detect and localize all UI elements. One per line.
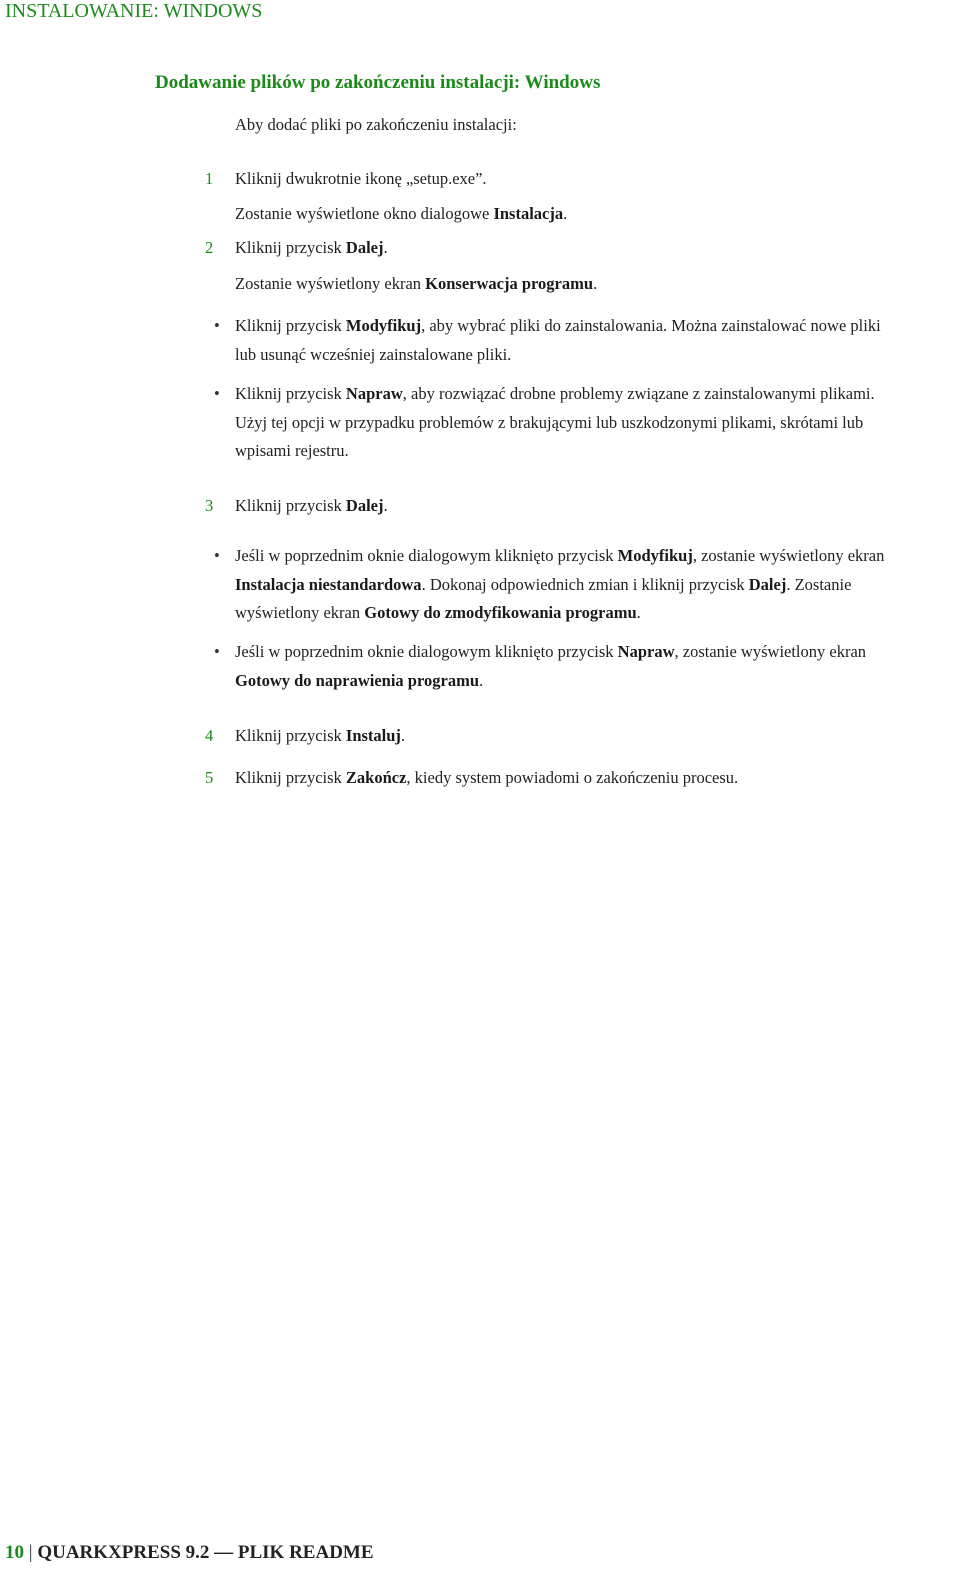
step-number-3: 3 [205, 496, 214, 515]
step-number-1: 1 [205, 169, 214, 188]
bullet-marker: • [214, 316, 220, 335]
intro-text: Aby dodać pliki po zakończeniu instalacji: [235, 115, 517, 134]
step-2-bullet-repair: Kliknij przycisk Napraw, aby rozwiązać drobne problemy związane z zainstalowanymi plikami. Użyj tej opcji w przypadku problemów z brakującymi lub uszkodzonymi plikami, skrótami lub wpisami rejestru. [235, 384, 875, 460]
page-number: 10 [5, 1542, 24, 1563]
step-2-text: Kliknij przycisk Dalej. [235, 238, 388, 257]
step-3-text: Kliknij przycisk Dalej. [235, 496, 388, 515]
running-header: INSTALOWANIE: WINDOWS [5, 0, 263, 22]
step-1-result: Zostanie wyświetlone okno dialogowe Instalacja. [235, 204, 568, 223]
step-number-5: 5 [205, 768, 214, 787]
step-3-bullet-repair: Jeśli w poprzednim oknie dialogowym kliknięto przycisk Napraw, zostanie wyświetlony ekran Gotowy do naprawienia programu. [235, 642, 867, 690]
bullet-marker: • [214, 384, 220, 403]
step-5-text: Kliknij przycisk Zakończ, kiedy system powiadomi o zakończeniu procesu. [235, 768, 739, 787]
step-2-result: Zostanie wyświetlony ekran Konserwacja programu. [235, 274, 598, 293]
step-number-2: 2 [205, 238, 214, 257]
step-number-4: 4 [205, 726, 214, 745]
step-1-text: Kliknij dwukrotnie ikonę „setup.exe”. [235, 169, 487, 188]
bullet-marker: • [214, 546, 220, 565]
section-title: Dodawanie plików po zakończeniu instalacji: Windows [155, 72, 601, 93]
page-footer [5, 1541, 374, 1565]
footer-title: QUARKXPRESS 9.2 — PLIK README [37, 1542, 374, 1563]
bullet-marker: • [214, 642, 220, 661]
step-4-text: Kliknij przycisk Instaluj. [235, 726, 406, 745]
footer-separator: | [28, 1542, 33, 1563]
step-2-bullet-modify: Kliknij przycisk Modyfikuj, aby wybrać pliki do zainstalowania. Można zainstalować nowe pliki lub usunąć wcześniej zainstalowane pliki. [235, 316, 881, 364]
step-3-bullet-modify: Jeśli w poprzednim oknie dialogowym kliknięto przycisk Modyfikuj, zostanie wyświetlony ekran Instalacja niestandardowa. Dokonaj odpowiednich zmian i kliknij przycisk Dalej. Zostanie wyświetlony ekran Gotowy do zmodyfikowania programu. [235, 546, 885, 622]
